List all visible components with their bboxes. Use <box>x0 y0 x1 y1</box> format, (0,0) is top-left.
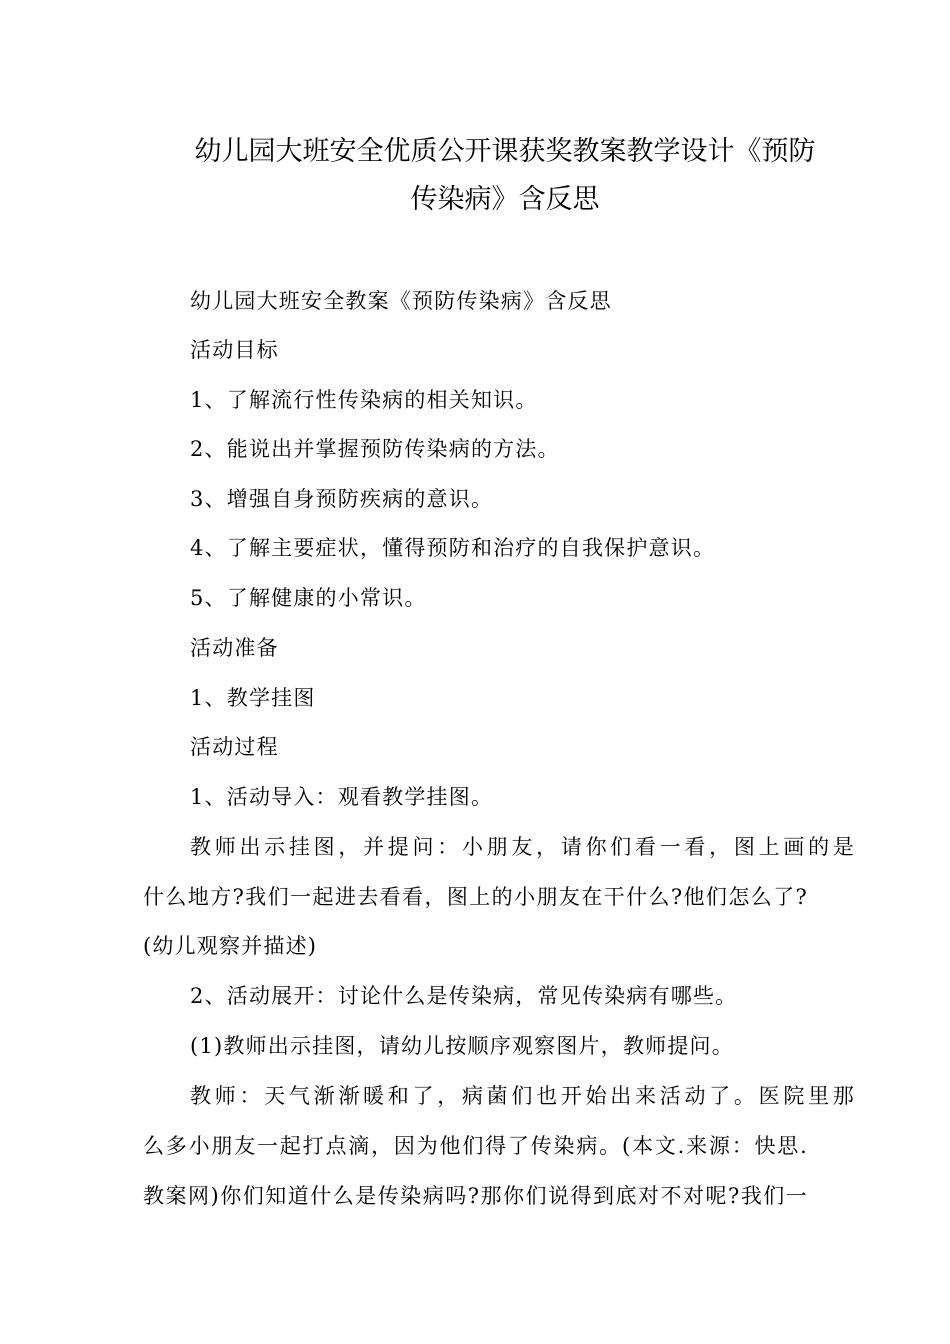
objective-item: 5、了解健康的小常识。 <box>190 586 427 610</box>
section-heading-objectives: 活动目标 <box>190 338 279 362</box>
objective-item: 3、增强自身预防疾病的意识。 <box>190 487 494 511</box>
objective-item: 2、能说出并掌握预防传染病的方法。 <box>190 437 560 461</box>
paragraph-line: 教案网)你们知道什么是传染病吗?那你们说得到底对不对呢?我们一 <box>143 1184 808 1208</box>
subtitle-paragraph: 幼儿园大班安全教案《预防传染病》含反思 <box>190 289 612 313</box>
paragraph-line: 教师：天气渐渐暖和了，病菌们也开始出来活动了。医院里那 <box>190 1084 855 1108</box>
paragraph-line: (1)教师出示挂图，请幼儿按顺序观察图片，教师提问。 <box>190 1034 734 1058</box>
section-heading-preparation: 活动准备 <box>190 636 279 660</box>
document-title-line-2: 传染病》含反思 <box>410 184 600 215</box>
document-title-line-1: 幼儿园大班安全优质公开课获奖教案教学设计《预防 <box>194 136 816 167</box>
paragraph-line: 教师出示挂图，并提问：小朋友，请你们看一看，图上画的是 <box>190 835 855 859</box>
paragraph-line: 什么地方?我们一起进去看看，图上的小朋友在干什么?他们怎么了? <box>143 885 808 909</box>
objective-item: 4、了解主要症状，懂得预防和治疗的自我保护意识。 <box>190 536 716 560</box>
process-step: 2、活动展开：讨论什么是传染病，常见传染病有哪些。 <box>190 984 738 1008</box>
objective-item: 1、了解流行性传染病的相关知识。 <box>190 388 538 412</box>
paragraph-line: 么多小朋友一起打点滴，因为他们得了传染病。(本文.来源：快思. <box>143 1134 808 1158</box>
section-heading-process: 活动过程 <box>190 735 279 759</box>
process-step: 1、活动导入：观看教学挂图。 <box>190 785 494 809</box>
preparation-item: 1、教学挂图 <box>190 686 316 710</box>
paragraph-line: (幼儿观察并描述) <box>143 934 318 958</box>
